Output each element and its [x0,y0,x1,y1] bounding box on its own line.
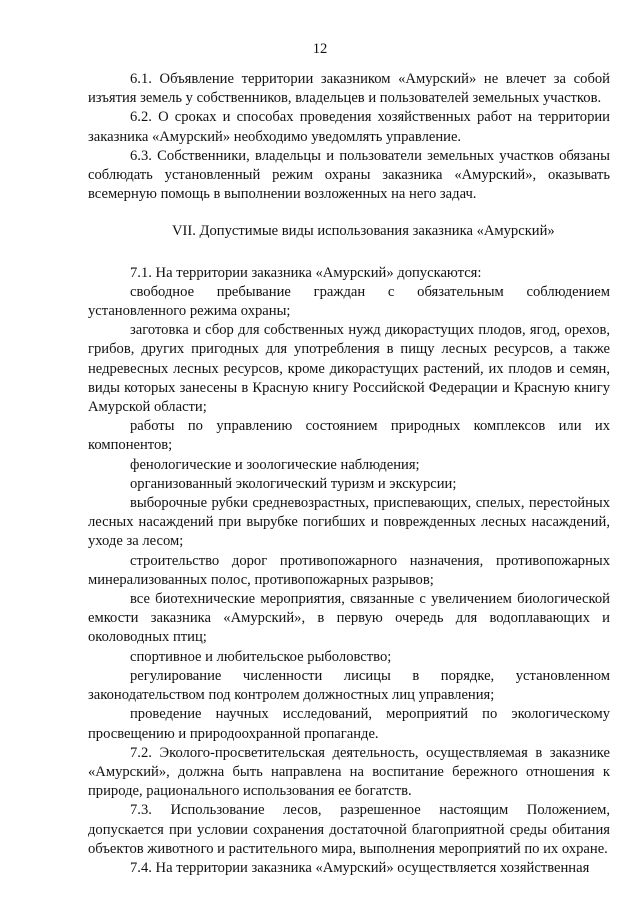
list-item: фенологические и зоологические наблюдения; [130,456,420,473]
document-body [88,70,610,878]
paragraph-6-2: 6.2. О сроках и способах проведения хозяйственных работ на территории заказника «Амурский» необходимо уведомлять управление. [88,109,610,145]
list-item: спортивное и любительское рыболовство; [130,648,392,665]
list-item: заготовка и сбор для собственных нужд дикорастущих плодов, ягод, орехов, грибов, других пригодных для употребления в пищу лесных ресурсов, а также недревесных лесных ресурсов, кроме дикорастущих растений, их плодов и семян, виды которых занесены в Красную книгу Российской Федерации и Красную книгу Амурской области; [88,322,610,416]
list-item: проведение научных исследований, мероприятий по экологическому просвещению и природоохранной пропаганде. [88,706,610,742]
paragraph-6-1: 6.1. Объявление территории заказником «Амурский» не влечет за собой изъятия земель у собственников, владельцев и пользователей земельных участков. [88,71,610,107]
list-item: свободное пребывание граждан с обязательным соблюдением установленного режима охраны; [88,283,610,320]
list-item: регулирование численности лисицы в порядке, установленном законодательством под контролем должностных лиц управления; [88,667,610,704]
paragraph-7-3: 7.3. Использование лесов, разрешенное настоящим Положением, допускается при условии сохранения достаточной благоприятной среды обитания объектов животного и растительного мира, выполнения мероприятий по их охране. [88,802,610,857]
list-item: строительство дорог противопожарного назначения, противопожарных минерализованных полос, противопожарных разрывов; [88,552,610,588]
list-item: организованный экологический туризм и экскурсии; [130,475,457,492]
paragraph-7-2: 7.2. Эколого-просветительская деятельность, осуществляемая в заказнике «Амурский», должна быть направлена на воспитание бережного отношения к природе, рационального использования ее богатств. [88,744,610,800]
list-item: все биотехнические мероприятия, связанные с увеличением биологической емкости заказника «Амурский», в первую очередь для водоплавающих и околоводных птиц; [88,591,610,646]
paragraph-7-1: 7.1. На территории заказника «Амурский» допускаются: [130,264,482,281]
section-7-title: VII. Допустимые виды использования заказника «Амурский» [172,223,555,240]
list-item: работы по управлению состоянием природных комплексов или их компонентов; [88,418,610,454]
list-item: выборочные рубки средневозрастных, приспевающих, спелых, перестойных лесных насаждений при вырубке погибших и поврежденных лесных насаждений, уходе за лесом; [88,495,610,550]
page-number: 12 [312,41,328,57]
paragraph-7-4: 7.4. На территории заказника «Амурский» осуществляется хозяйственная [130,859,590,876]
paragraph-6-3: 6.3. Собственники, владельцы и пользователи земельных участков обязаны соблюдать установленный режим охраны заказника «Амурский», оказывать всемерную помощь в выполнении возложенных на него задач. [88,147,610,203]
